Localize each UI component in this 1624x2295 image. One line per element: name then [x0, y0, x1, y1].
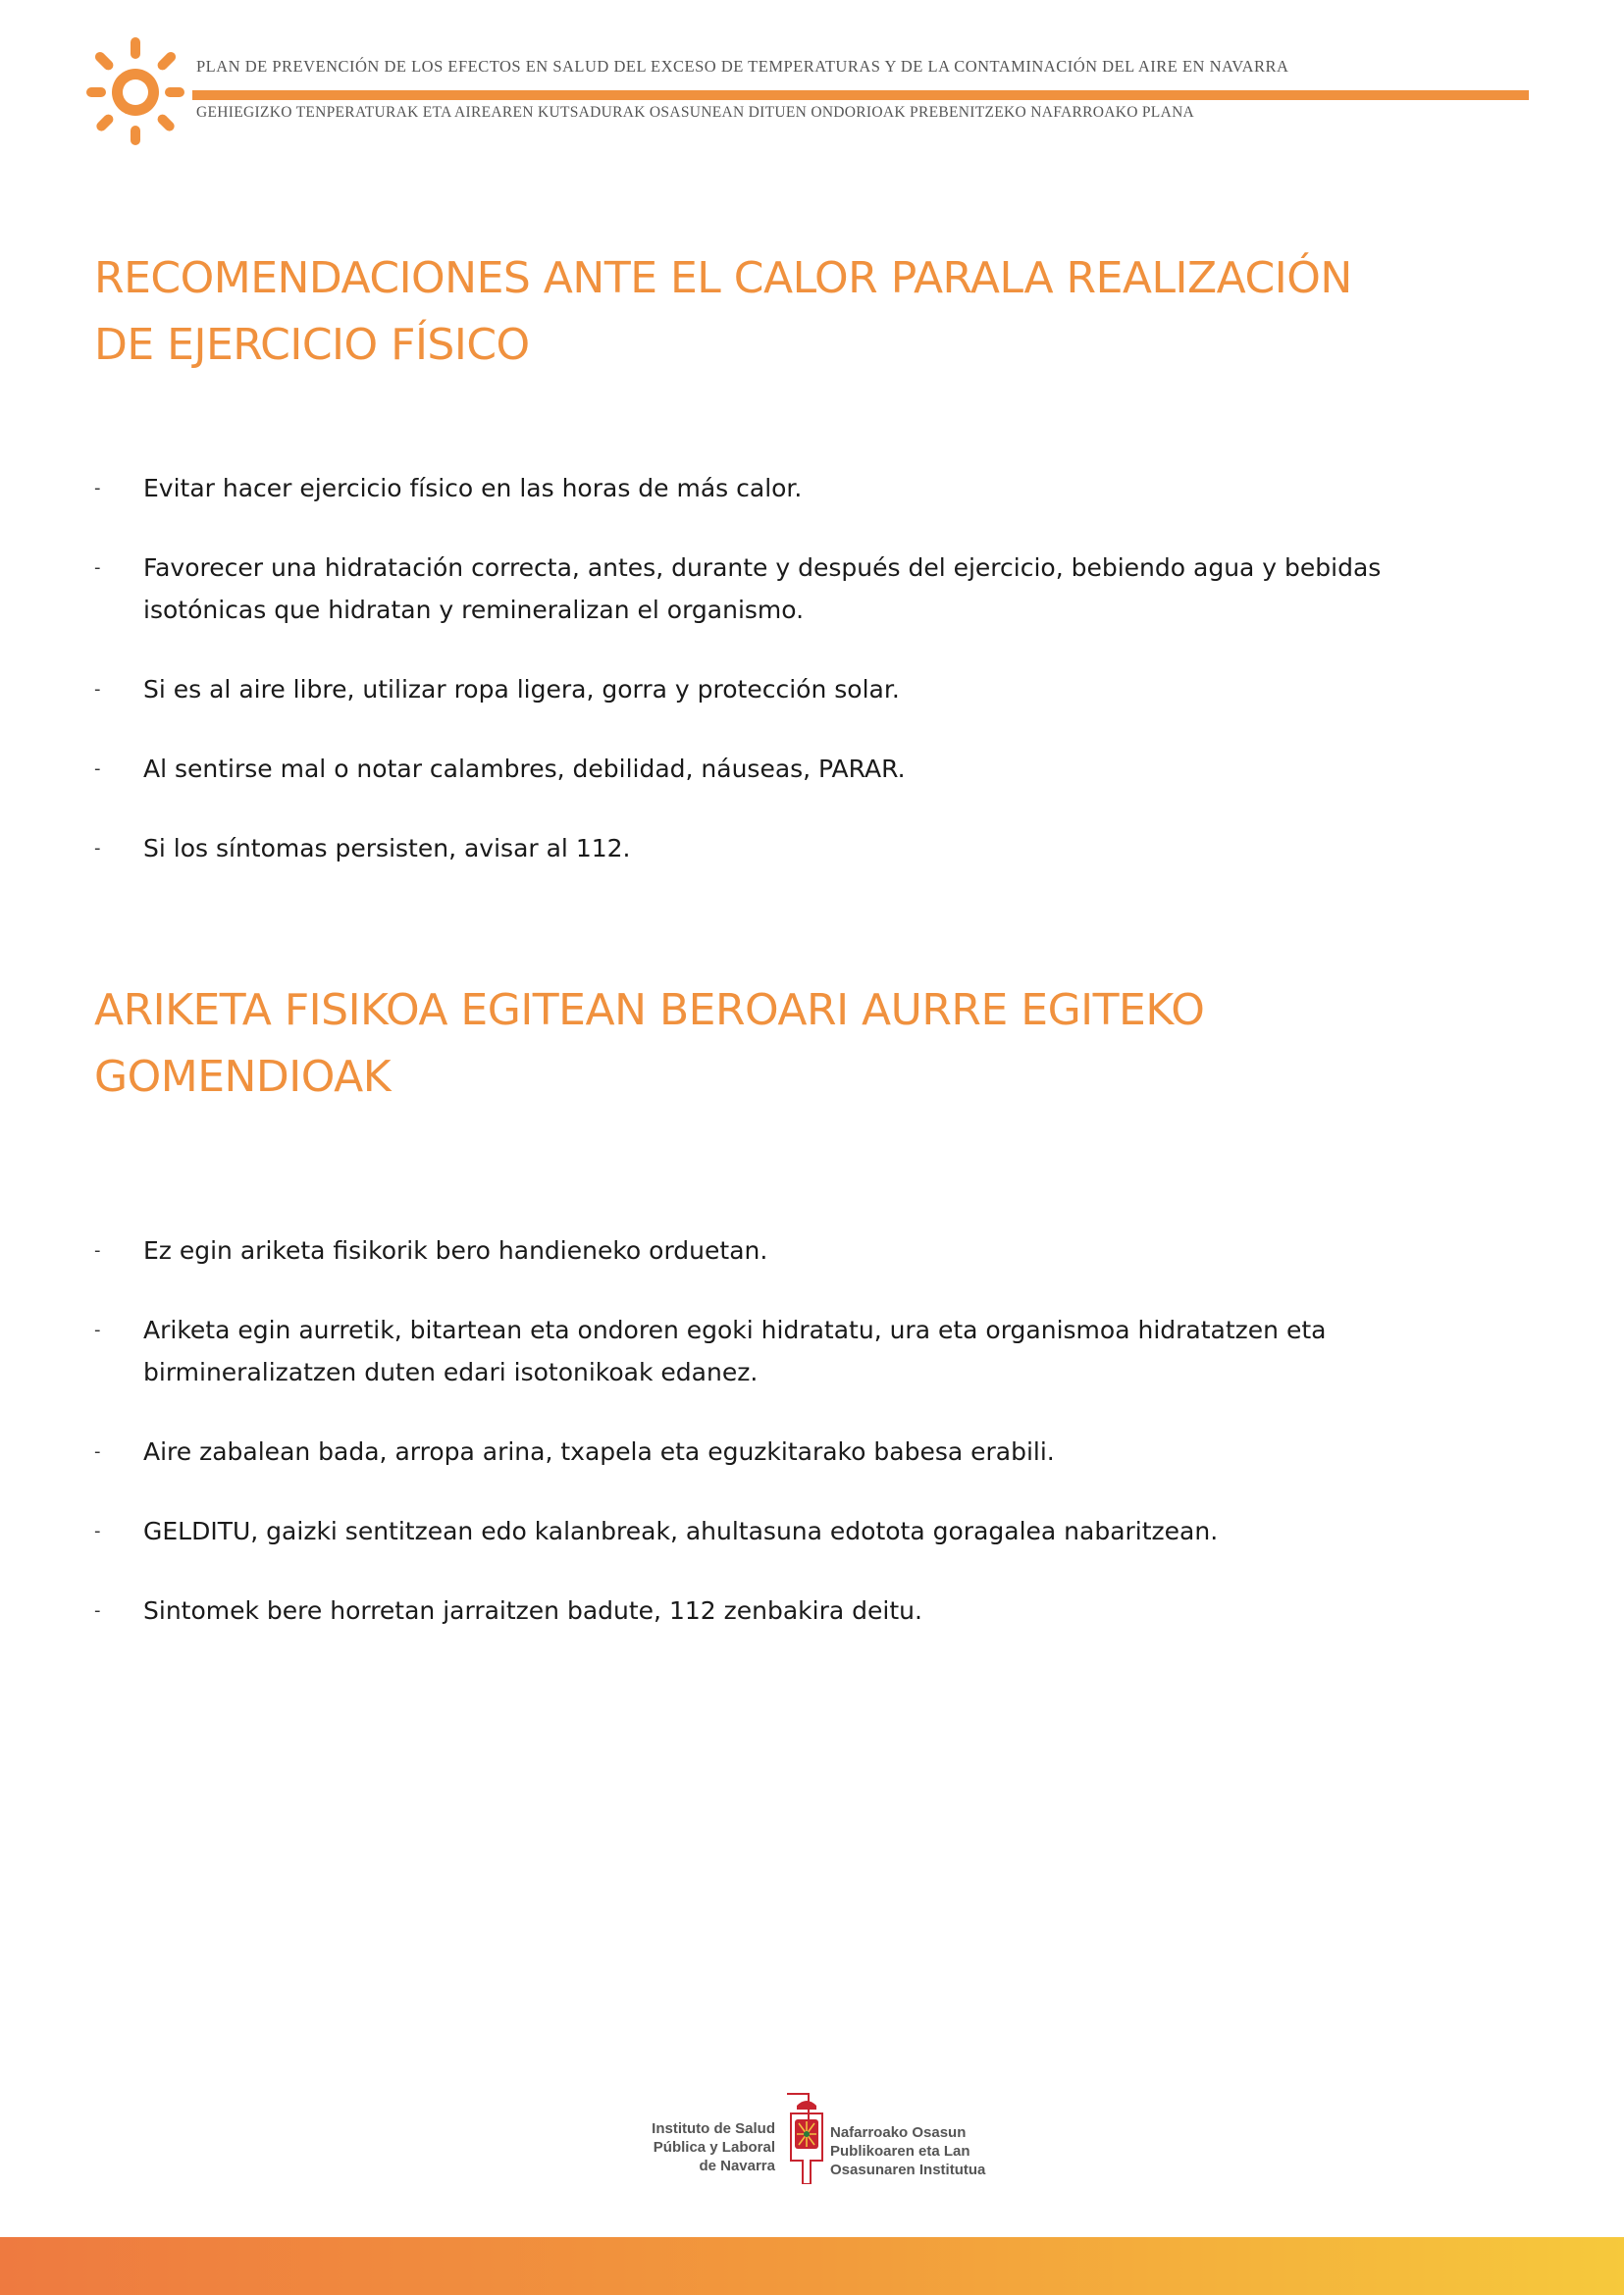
- title-line: RECOMENDACIONES ANTE EL CALOR PARALA REALIZACIÓN: [94, 253, 1352, 303]
- header-divider: [192, 90, 1529, 100]
- bullet-mark: -: [94, 478, 101, 498]
- bullet-mark: -: [94, 1240, 101, 1261]
- bullet-text-line: Al sentirse mal o notar calambres, debilidad, náuseas, PARAR.: [143, 755, 906, 783]
- institute-name-line: Pública y Laboral: [653, 2139, 775, 2156]
- bullet-text-line: GELDITU, gaizki sentitzean edo kalanbreak, ahultasuna edotota goragalea nabaritzean.: [143, 1517, 1219, 1545]
- list-item: [94, 1431, 1439, 1473]
- bullet-text-line: isotónicas que hidratan y remineralizan el organismo.: [143, 596, 805, 624]
- list-item: [94, 1590, 1439, 1632]
- institute-name-es: [652, 2119, 775, 2175]
- bullet-text-line: Favorecer una hidratación correcta, antes, durante y después del ejercicio, bebiendo agua y bebidas: [143, 553, 1382, 582]
- bullet-mark: -: [94, 758, 101, 779]
- institute-name-line: Instituto de Salud: [652, 2120, 775, 2137]
- recommendations-list-eu: [94, 1229, 1439, 1669]
- list-item: [94, 827, 1439, 869]
- list-item: [94, 748, 1439, 790]
- list-item: [94, 547, 1439, 631]
- title-line: GOMENDIOAK: [94, 1052, 392, 1102]
- list-item: [94, 1229, 1439, 1272]
- footer-gradient-bar: [0, 2237, 1624, 2295]
- section-title-eu: [94, 977, 1527, 1111]
- header-plan-title-eu: GEHIEGIZKO TENPERATURAK ETA AIREAREN KUTSADURAK OSASUNEAN DITUEN ONDORIOAK PREBENITZEKO NAFARROAKO PLANA: [196, 104, 1195, 121]
- institute-logo: [614, 2088, 1026, 2186]
- bullet-text-line: Ariketa egin aurretik, bitartean eta ondoren egoki hidratatu, ura eta organismoa hidratatzen eta: [143, 1316, 1327, 1344]
- list-item: [94, 467, 1439, 509]
- bullet-mark: -: [94, 1521, 101, 1541]
- title-line: DE EJERCICIO FÍSICO: [94, 320, 530, 370]
- bullet-mark: -: [94, 679, 101, 700]
- bullet-mark: -: [94, 1600, 101, 1621]
- list-item: [94, 1510, 1439, 1552]
- institute-name-eu: [830, 2123, 985, 2179]
- bullet-text-line: Aire zabalean bada, arropa arina, txapela eta eguzkitarako babesa erabili.: [143, 1437, 1055, 1466]
- section-title-es: [94, 245, 1527, 379]
- bullet-mark: -: [94, 1320, 101, 1340]
- list-item: [94, 668, 1439, 710]
- bullet-text-line: Si es al aire libre, utilizar ropa ligera, gorra y protección solar.: [143, 675, 900, 704]
- list-item: [94, 1309, 1439, 1393]
- bullet-text-line: Evitar hacer ejercicio físico en las horas de más calor.: [143, 474, 803, 502]
- bullet-mark: -: [94, 1441, 101, 1462]
- recommendations-list-es: [94, 467, 1439, 907]
- institute-name-line: Osasunaren Institutua: [830, 2162, 986, 2178]
- title-line: ARIKETA FISIKOA EGITEAN BEROARI AURRE EGITEKO: [94, 985, 1205, 1035]
- bullet-mark: -: [94, 838, 101, 859]
- institute-name-line: de Navarra: [699, 2158, 775, 2174]
- navarra-coat-of-arms-icon: [785, 2092, 828, 2184]
- header-plan-title-es: PLAN DE PREVENCIÓN DE LOS EFECTOS EN SALUD DEL EXCESO DE TEMPERATURAS Y DE LA CONTAMINACIÓN DEL AIRE EN NAVARRA: [196, 57, 1289, 76]
- bullet-text-line: birmineralizatzen duten edari isotonikoak edanez.: [143, 1358, 759, 1386]
- institute-name-line: Nafarroako Osasun: [830, 2124, 967, 2141]
- sun-icon: [86, 35, 184, 145]
- bullet-text-line: Sintomek bere horretan jarraitzen badute, 112 zenbakira deitu.: [143, 1596, 922, 1625]
- bullet-text-line: Si los síntomas persisten, avisar al 112.: [143, 834, 631, 862]
- institute-name-line: Publikoaren eta Lan: [830, 2143, 970, 2160]
- bullet-text-line: Ez egin ariketa fisikorik bero handieneko orduetan.: [143, 1236, 768, 1265]
- bullet-mark: -: [94, 557, 101, 578]
